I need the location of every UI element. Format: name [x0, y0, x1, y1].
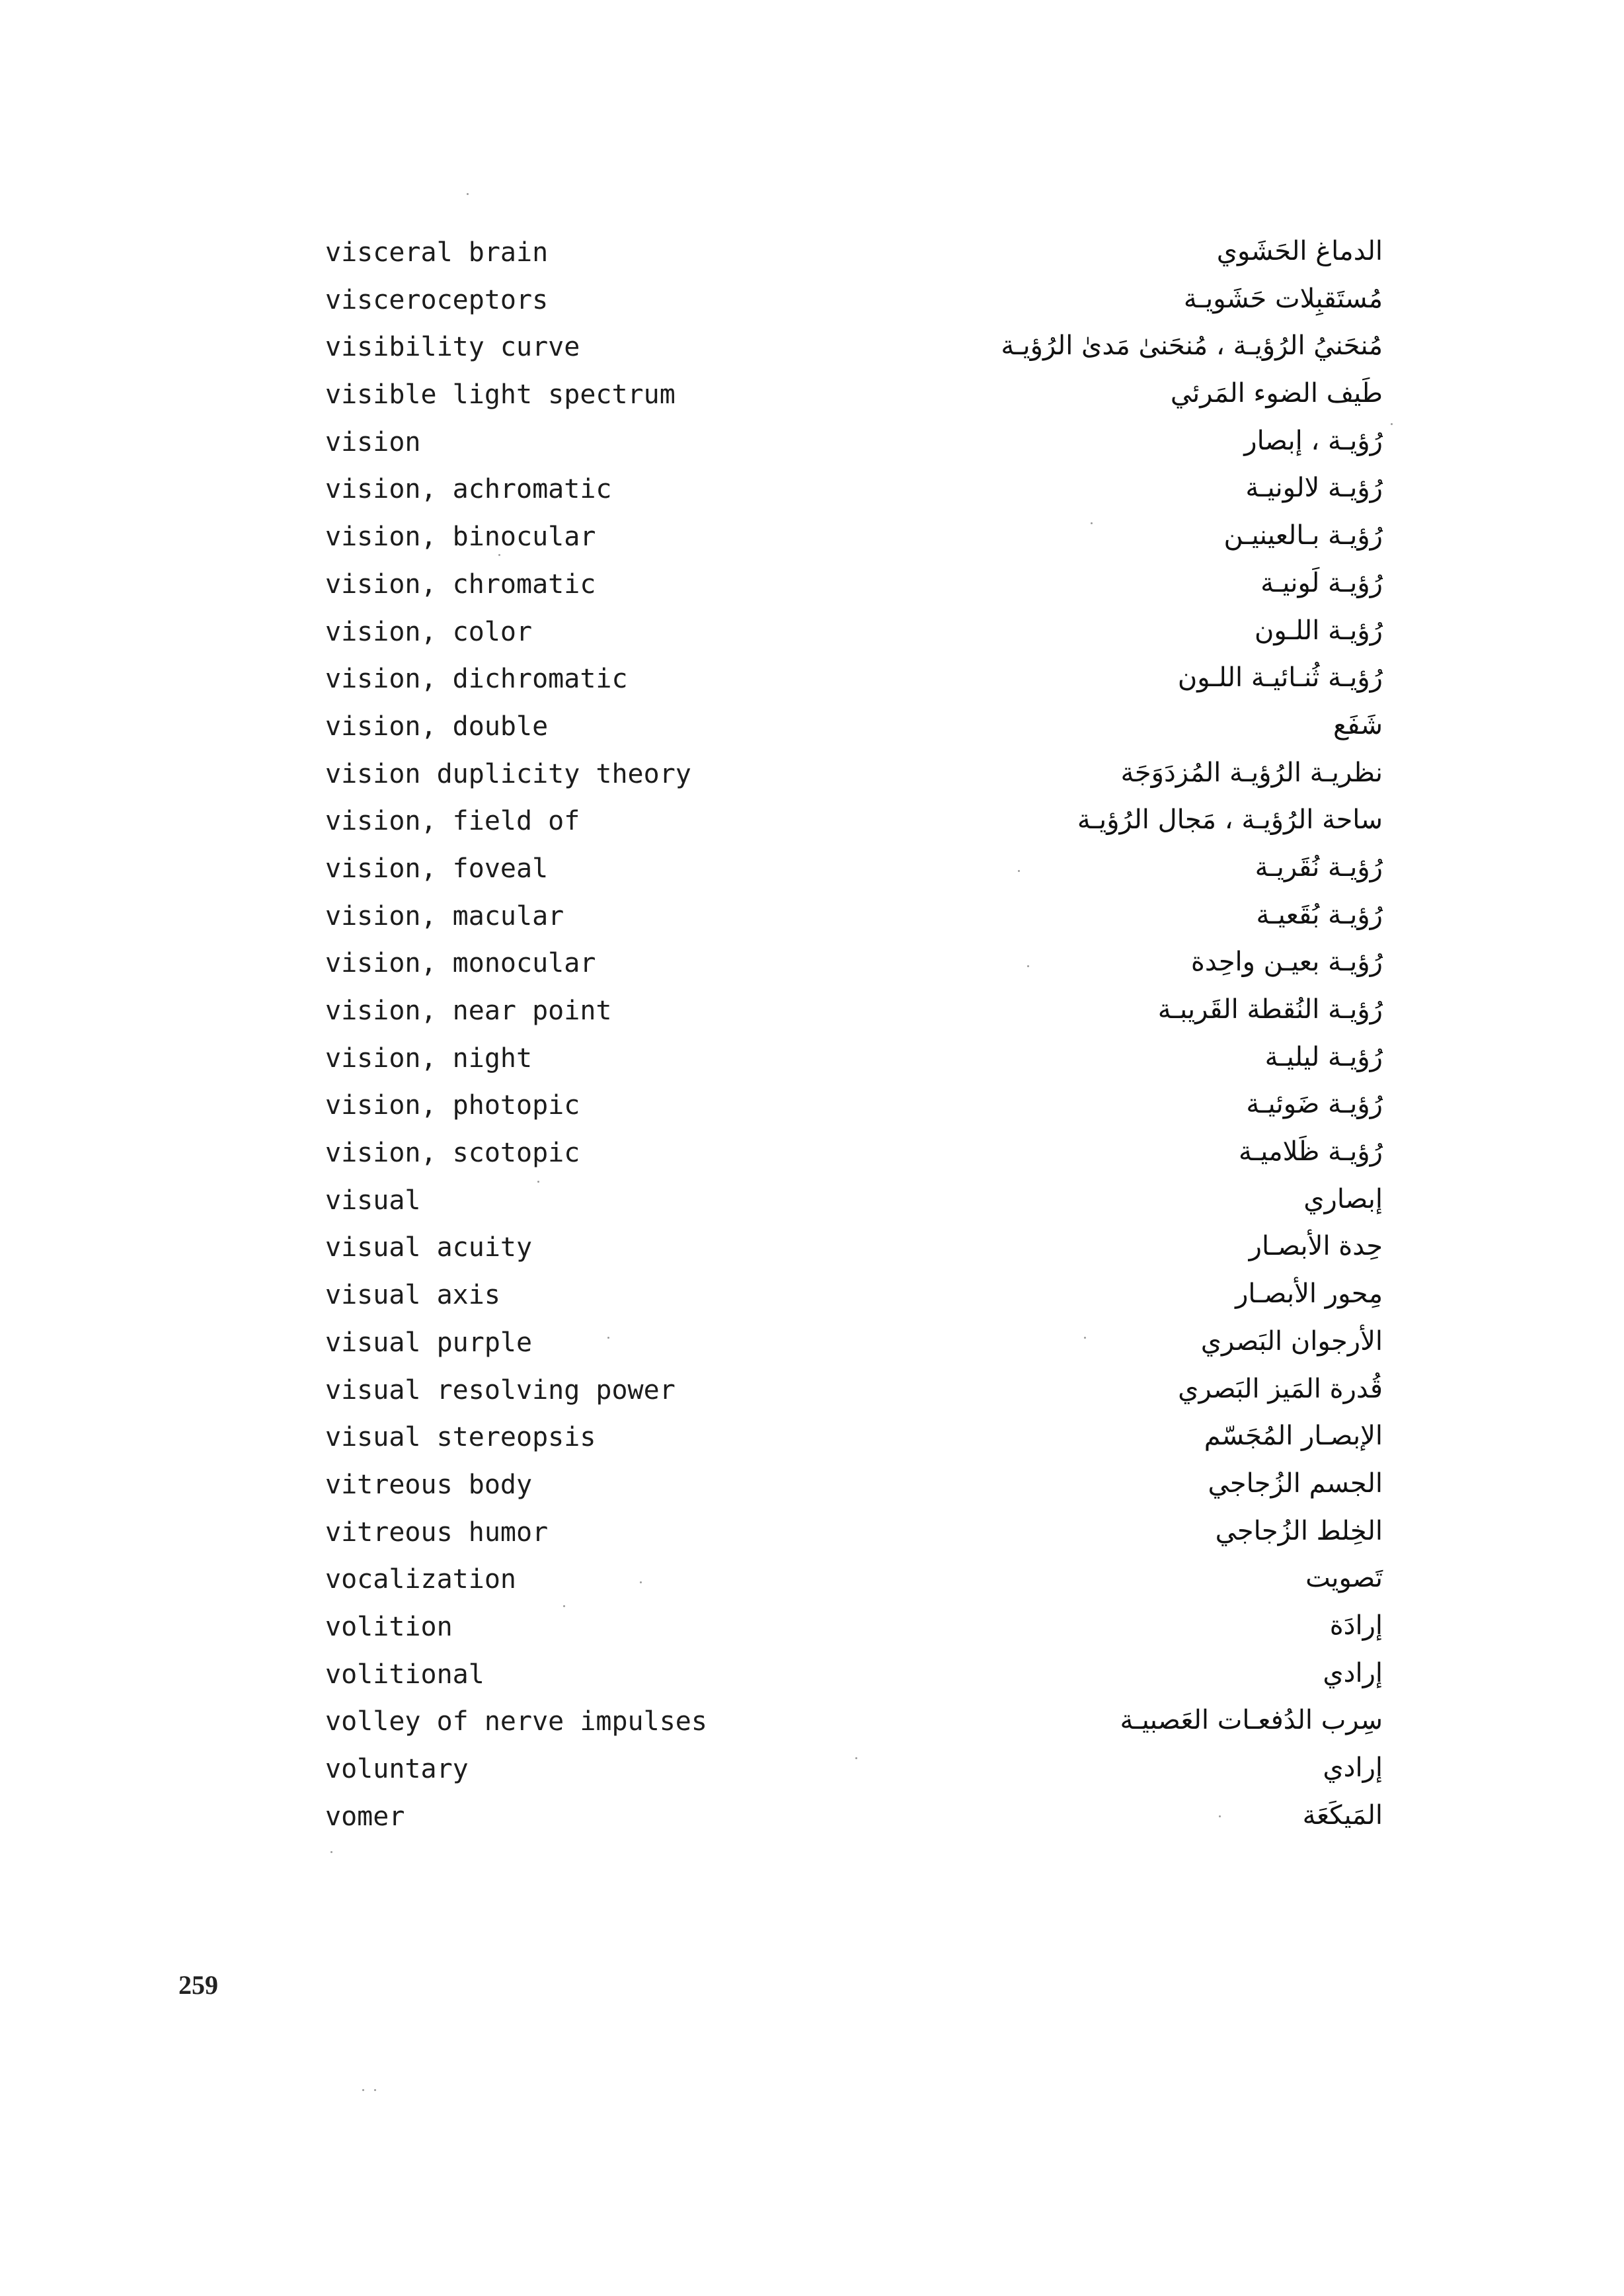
- glossary-entry: [325, 1086, 1383, 1133]
- arabic-translation: شَفَع: [1333, 709, 1383, 740]
- arabic-translation: رُؤيـة النُقطة القَريبـة: [1157, 994, 1383, 1025]
- english-term: vision: [325, 426, 421, 457]
- glossary-entry: [325, 754, 1383, 802]
- english-term: vision, dichromatic: [325, 664, 628, 695]
- arabic-translation: الخِلط الزُجاجي: [1215, 1515, 1383, 1546]
- english-term: vision, night: [325, 1043, 533, 1074]
- arabic-translation: رُؤيـة بـالعينيـن: [1223, 520, 1383, 551]
- arabic-translation: إبصاري: [1303, 1183, 1383, 1214]
- glossary-entry: [325, 280, 1383, 328]
- english-term: vomer: [325, 1801, 405, 1832]
- glossary-entry: [325, 1465, 1383, 1513]
- english-term: visual acuity: [325, 1232, 533, 1263]
- english-term: vision, double: [325, 711, 549, 742]
- scan-speck: [537, 1181, 539, 1183]
- arabic-translation: رُؤيـة بُقَعيـة: [1256, 899, 1383, 930]
- glossary-entry: [325, 1702, 1383, 1749]
- english-term: volitional: [325, 1659, 484, 1690]
- scan-speck: [607, 1337, 609, 1339]
- english-term: visual resolving power: [325, 1374, 676, 1405]
- arabic-translation: رُؤيـة ليليـة: [1264, 1041, 1383, 1072]
- english-term: visceral brain: [325, 237, 549, 268]
- arabic-translation: رُؤيـة لَونيـة: [1260, 567, 1383, 598]
- scan-speck: [1391, 423, 1393, 425]
- english-term: vision, monocular: [325, 948, 596, 979]
- english-term: vision duplicity theory: [325, 758, 691, 789]
- glossary-entry: [325, 1181, 1383, 1228]
- scan-speck: [640, 1581, 642, 1583]
- glossary-entry: [325, 375, 1383, 422]
- glossary-entry: [325, 1797, 1383, 1844]
- glossary-entry: [325, 517, 1383, 565]
- glossary-entry: [325, 1039, 1383, 1086]
- scan-speck: [563, 1605, 565, 1607]
- english-term: visual stereopsis: [325, 1422, 596, 1453]
- scan-speck: [1219, 1815, 1221, 1817]
- arabic-translation: تَصويت: [1305, 1563, 1383, 1594]
- glossary-entry: [325, 1560, 1383, 1607]
- arabic-translation: مُستَقبِلات حَشَويـة: [1183, 283, 1383, 314]
- scan-speck: [362, 2089, 364, 2091]
- glossary-entry: [325, 565, 1383, 612]
- glossary-entry: [325, 233, 1383, 280]
- english-term: visual: [325, 1185, 421, 1216]
- arabic-translation: رُؤيـة بعيـن واحِدة: [1190, 947, 1383, 978]
- arabic-translation: رُؤيـة ظَلاميـة: [1238, 1136, 1383, 1168]
- arabic-translation: طَيف الضوء المَرئي: [1170, 378, 1383, 409]
- arabic-translation: الجسم الزُجاجي: [1208, 1468, 1383, 1499]
- glossary-entry: [325, 1133, 1383, 1181]
- glossary-entry: [325, 1275, 1383, 1323]
- english-term: vision, scotopic: [325, 1138, 580, 1169]
- glossary-entry: [325, 1513, 1383, 1560]
- english-term: vision, foveal: [325, 853, 549, 884]
- arabic-translation: رُؤيـة اللـون: [1255, 615, 1383, 646]
- english-term: volley of nerve impulses: [325, 1706, 707, 1737]
- glossary-entry: [325, 327, 1383, 375]
- glossary-entry: [325, 612, 1383, 660]
- english-term: visibility curve: [325, 332, 580, 363]
- english-term: vision, near point: [325, 996, 612, 1026]
- arabic-translation: رُؤيـة لالونيـة: [1245, 473, 1383, 504]
- scan-speck: [1084, 1337, 1086, 1339]
- arabic-translation: المَيكَعَة: [1302, 1800, 1383, 1831]
- glossary-entry: [325, 1655, 1383, 1702]
- glossary-entry: [325, 469, 1383, 517]
- scan-speck: [467, 193, 469, 195]
- scan-speck: [1091, 522, 1093, 524]
- english-term: vitreous body: [325, 1469, 533, 1500]
- arabic-translation: رُؤيـة ، إبصار: [1244, 425, 1383, 456]
- english-term: vision, color: [325, 616, 533, 647]
- arabic-translation: إرادَة: [1329, 1610, 1383, 1641]
- scan-speck: [498, 554, 500, 556]
- arabic-translation: إرادي: [1323, 1753, 1383, 1783]
- arabic-translation: سِرب الدُفعـات العَصبيـة: [1120, 1705, 1383, 1736]
- arabic-translation: حِدة الأبصـار: [1249, 1231, 1383, 1262]
- scan-speck: [330, 1851, 332, 1853]
- glossary-entry: [325, 896, 1383, 944]
- english-term: visible light spectrum: [325, 379, 676, 411]
- glossary-entry: [325, 1370, 1383, 1418]
- glossary-entry: [325, 943, 1383, 991]
- english-term: vocalization: [325, 1564, 516, 1595]
- english-term: vision, achromatic: [325, 474, 612, 505]
- glossary-entry: [325, 991, 1383, 1039]
- arabic-translation: الأرجوان البَصري: [1200, 1326, 1383, 1357]
- scan-speck: [374, 2089, 376, 2091]
- glossary-entry: [325, 659, 1383, 707]
- arabic-translation: مُنحَنيُ الرُؤيـة ، مُنحَنىٰ مَدىٰ الرُؤيـة: [1001, 331, 1383, 362]
- glossary-list: [325, 233, 1383, 1844]
- glossary-entry: [325, 849, 1383, 896]
- scan-speck: [855, 1757, 857, 1759]
- glossary-entry: [325, 801, 1383, 849]
- english-term: voluntary: [325, 1754, 469, 1784]
- page-number: 259: [178, 1970, 218, 2000]
- english-term: vision, macular: [325, 900, 564, 931]
- glossary-entry: [325, 1323, 1383, 1370]
- english-term: vision, binocular: [325, 522, 596, 553]
- arabic-translation: الإبصـار المُجَسّم: [1204, 1421, 1383, 1452]
- arabic-translation: نظريـة الرُؤيـة المُزدَوَجَة: [1120, 757, 1383, 788]
- glossary-entry: [325, 1417, 1383, 1465]
- english-term: visceroceptors: [325, 284, 549, 315]
- glossary-entry: [325, 422, 1383, 470]
- arabic-translation: قُدرة المَيز البَصري: [1178, 1373, 1383, 1404]
- english-term: vision, chromatic: [325, 569, 596, 600]
- scan-speck: [1018, 870, 1020, 872]
- english-term: visual purple: [325, 1327, 533, 1358]
- arabic-translation: إرادي: [1323, 1657, 1383, 1688]
- arabic-translation: رُؤيـة نُقَريـة: [1255, 851, 1383, 883]
- arabic-translation: رُؤيـة ثُنـائيـة اللـون: [1177, 662, 1383, 693]
- glossary-entry: [325, 1607, 1383, 1655]
- english-term: vitreous humor: [325, 1517, 549, 1548]
- glossary-entry: [325, 1228, 1383, 1275]
- glossary-entry: [325, 1749, 1383, 1797]
- arabic-translation: ساحة الرُؤيـة ، مَجال الرُؤيـة: [1077, 805, 1383, 836]
- english-term: vision, photopic: [325, 1090, 580, 1121]
- arabic-translation: رُؤيـة ضَوئيـة: [1246, 1089, 1383, 1120]
- arabic-translation: الدماغ الحَشَوي: [1216, 236, 1383, 266]
- arabic-translation: مِحور الأبصـار: [1235, 1279, 1383, 1310]
- scan-speck: [1027, 965, 1029, 967]
- english-term: volition: [325, 1611, 453, 1642]
- english-term: visual axis: [325, 1280, 500, 1311]
- glossary-entry: [325, 707, 1383, 754]
- english-term: vision, field of: [325, 806, 580, 837]
